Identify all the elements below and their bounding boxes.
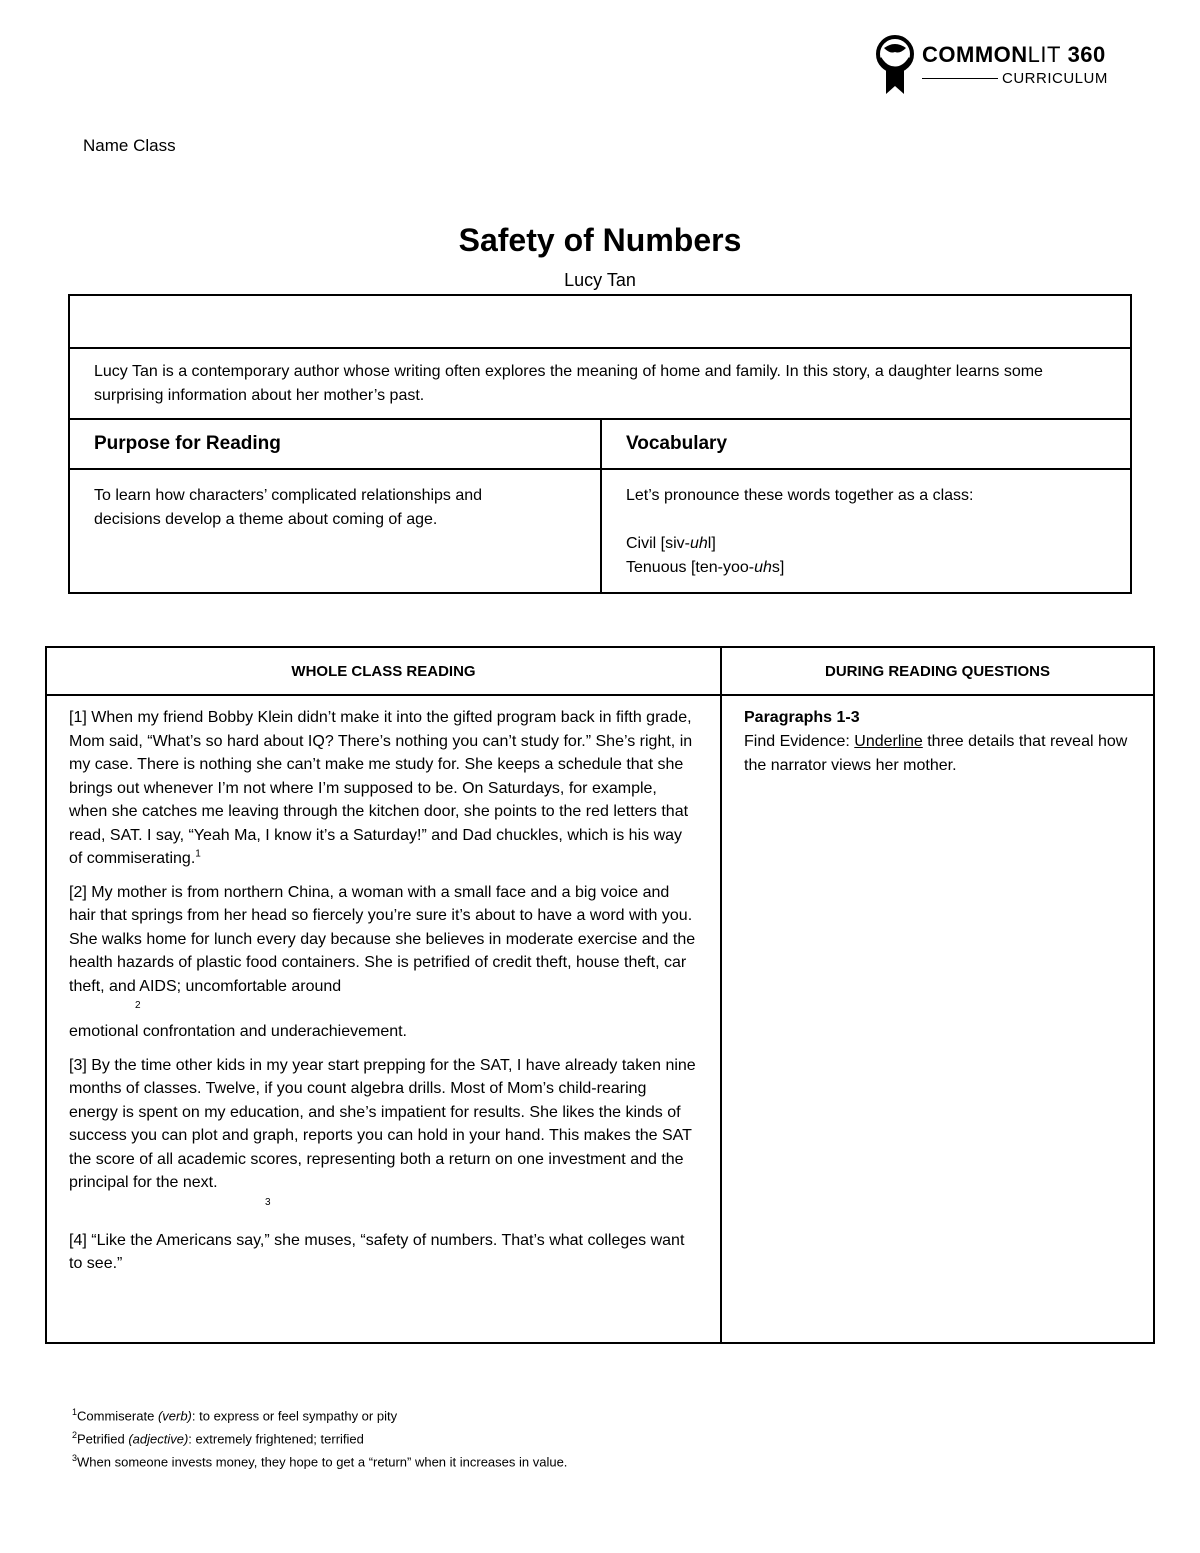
intro-empty-cell	[69, 295, 1131, 348]
footnote-1: $^1$Commiserate (verb): to express or feel sympathy or pity	[72, 1407, 398, 1424]
reading-passage	[46, 695, 721, 1343]
paragraph-1: [1] When my friend Bobby Klein didn’t make it into the gifted program back in fifth grade, Mom said, “What’s so hard about IQ? There’s nothing you can’t study for.” She’s right, in my case. There is nothing she can’t make me study for. She keeps a schedule that she brings out whenever I’m not where I’m supposed to be. On Saturdays, for example, when she catches me leaving through the kitchen door, she points to the red letters that read, SAT. I say, “Yeah Ma, I know it’s a Saturday!” and Dad chuckles, which is his way of commiserating.$^1$	[69, 709, 693, 867]
vocab-item: Tenuous [ten-yoo-uhs]	[626, 559, 785, 576]
vocab-item: Civil [siv-uhl]	[626, 535, 716, 552]
logo-subtitle: CURRICULUM	[1002, 70, 1108, 87]
purpose-text: To learn how characters’ complicated relationships and decisions develop a theme about coming of age.	[69, 469, 601, 593]
intro-description: Lucy Tan is a contemporary author whose writing often explores the meaning of home and family. In this story, a daughter learns some surprising information about her mother’s past.	[69, 348, 1131, 419]
vocab-intro: Let’s pronounce these words together as a class:	[626, 487, 974, 504]
name-class-label: Name Class	[83, 136, 176, 155]
footnote-3: $^3$When someone invests money, they hope to get a “return” when it increases in value.	[72, 1452, 568, 1469]
vocab-box	[601, 469, 1131, 593]
question-text: Find Evidence: Underline three details that reveal how the narrator views her mother.	[744, 733, 1128, 774]
logo-divider	[922, 78, 998, 79]
purpose-heading: Purpose for Reading	[69, 419, 601, 469]
questions-column	[721, 695, 1154, 1343]
paragraph-2: [2] My mother is from northern China, a woman with a small face and a big voice and hair that springs from her head so fiercely you’re sure it’s about to have a word with you. She walks home for lunch every day because she believes in moderate exercise and the health hazards of plastic food containers. She is petrified of credit theft, house theft, car theft, and AIDS; uncomfortable around	[69, 883, 696, 995]
question-title: Paragraphs 1-3	[744, 709, 860, 726]
footnote-2: $^2$Petrified (adjective): extremely frightened; terrified	[72, 1429, 364, 1447]
paragraph-2-continued: emotional confrontation and underachievement.	[69, 1023, 407, 1040]
reading-table	[45, 646, 1155, 1344]
paragraph-3: [3] By the time other kids in my year start prepping for the SAT, I have already taken nine months of classes. Twelve, if you count algebra drills. Most of Mom’s child-rearing energy is spent on my education, and she’s impatient for results. She likes the kinds of success you can plot and graph, reports you can hold in your hand. This makes the SAT the score of all academic scores, representing both a return on one investment and the principal for the next.	[69, 1056, 696, 1191]
author-name: Lucy Tan	[564, 270, 636, 290]
footnote-marker: 1	[195, 848, 201, 860]
vocab-heading: Vocabulary	[601, 419, 1131, 469]
during-reading-questions-heading: DURING READING QUESTIONS	[721, 647, 1154, 695]
commonlit-emblem-icon	[872, 34, 918, 96]
commonlit-logo	[872, 34, 1132, 96]
logo-wordmark: COMMONLIT 360	[922, 42, 1106, 67]
paragraph-4: [4] “Like the Americans say,” she muses, “safety of numbers. That’s what colleges want to see.”	[69, 1231, 685, 1272]
footnote-marker: 2	[135, 1000, 141, 1011]
footnotes	[72, 1403, 567, 1471]
intro-table	[68, 294, 1132, 594]
whole-class-reading-heading: WHOLE CLASS READING	[46, 647, 721, 695]
footnote-marker: 3	[265, 1196, 271, 1208]
page-title: Safety of Numbers	[458, 222, 742, 258]
